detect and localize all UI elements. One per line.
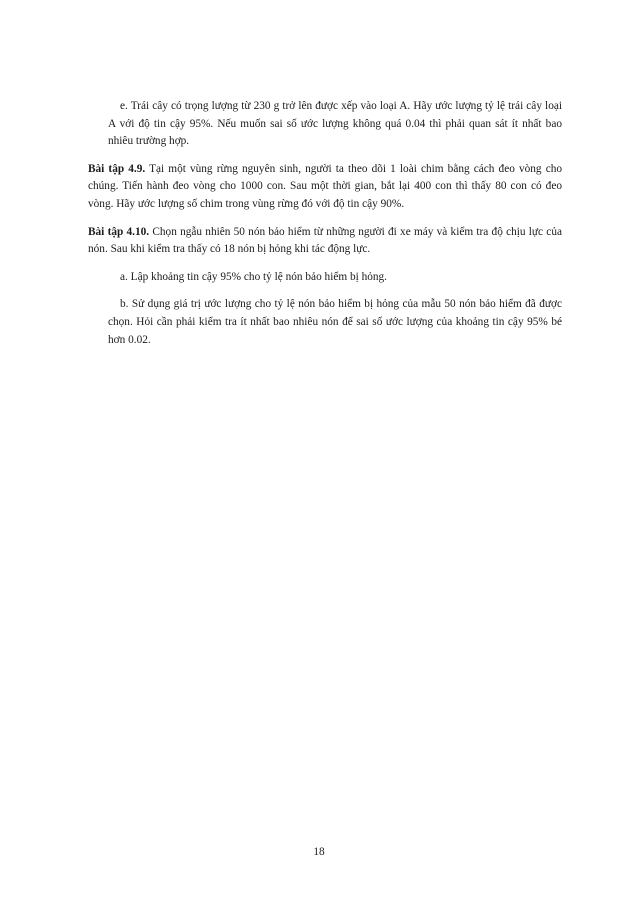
exercise-4-9-label: Bài tập 4.9. — [88, 162, 146, 175]
subitem-a-text: a. Lập khoảng tin cậy 95% cho tỷ lệ nón bảo hiểm bị hỏng. — [120, 270, 387, 283]
exercise-4-10 — [88, 224, 562, 259]
subitem-a — [108, 269, 562, 287]
exercise-4-9 — [88, 161, 562, 214]
document-body — [88, 98, 562, 359]
exercise-4-9-text: Tại một vùng rừng nguyên sinh, người ta theo dõi 1 loài chim bằng cách đeo vòng cho chúng. Tiến hành đeo vòng cho 1000 con. Sau một thời gian, bắt lại 400 con thì thấy 80 con có đeo vòng. Hãy ước lượng số chim trong vùng rừng đó với độ tin cậy 90%. — [88, 162, 563, 210]
subitem-e-text: e. Trái cây có trọng lượng từ 230 g trở lên được xếp vào loại A. Hãy ước lượng tỷ lệ trái cây loại A với độ tin cậy 95%. Nếu muốn sai số ước lượng không quá 0.04 thì phải quan sát ít nhất bao nhiêu trường hợp. — [108, 100, 562, 148]
page-number: 18 — [313, 846, 325, 858]
subitem-b-text: b. Sử dụng giá trị ước lượng cho tỷ lệ nón bảo hiểm bị hỏng của mẫu 50 nón bảo hiểm đã được chọn. Hỏi cần phải kiểm tra ít nhất bao nhiêu nón để sai số ước lượng của khoảng tin cậy 95% bé hơn 0.02. — [108, 298, 562, 346]
subitem-b — [108, 296, 562, 349]
subitem-e — [108, 98, 562, 151]
exercise-4-10-text: Chọn ngẫu nhiên 50 nón bảo hiểm từ những người đi xe máy và kiểm tra độ chịu lực của nón. Sau khi kiểm tra thấy có 18 nón bị hỏng khi tác động lực. — [88, 225, 562, 256]
exercise-4-10-label: Bài tập 4.10. — [88, 225, 150, 238]
